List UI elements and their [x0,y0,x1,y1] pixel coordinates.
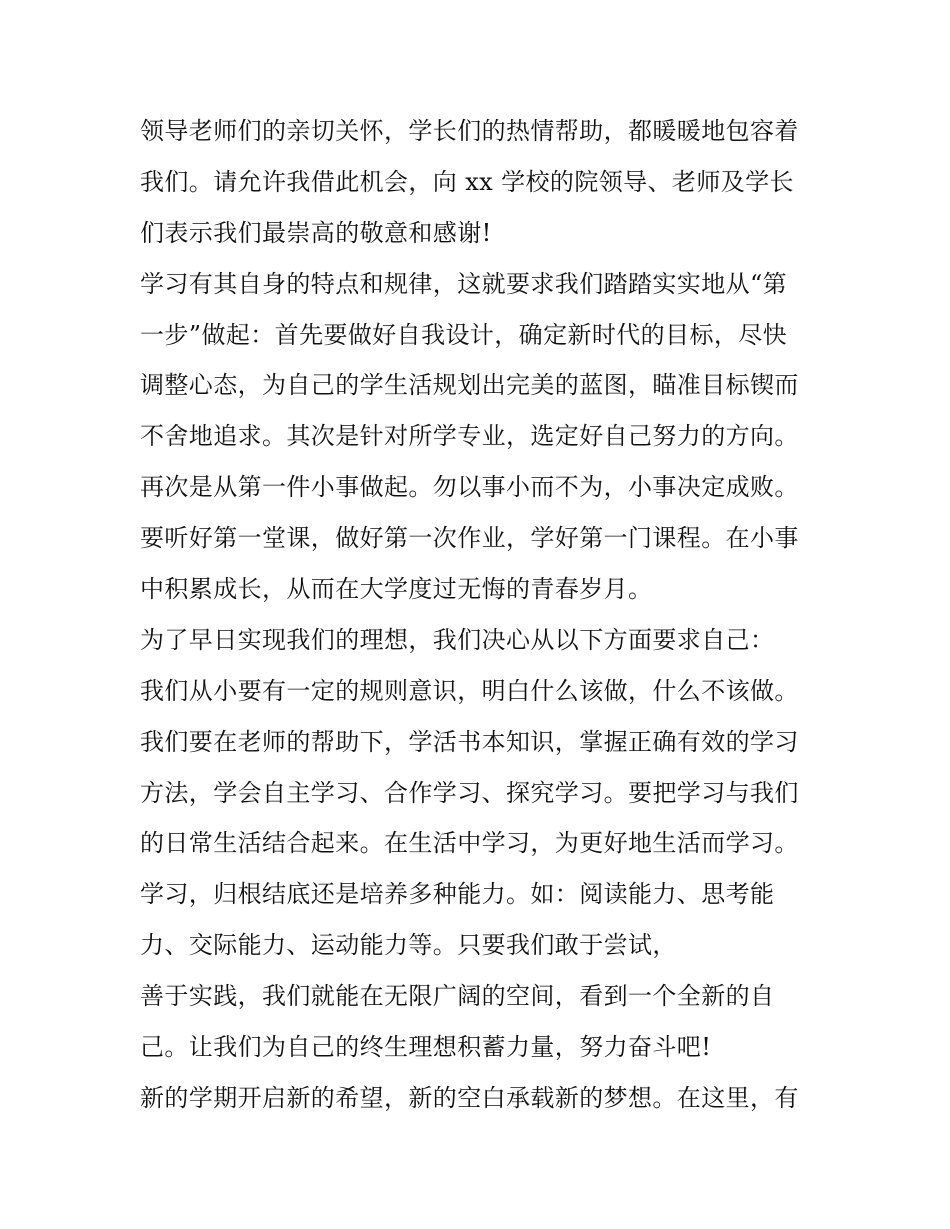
text-line: 的日常生活结合起来。在生活中学习，为更好地生活而学习。 [140,829,799,858]
text-line: 我们从小要有一定的规则意识，明白什么该做，什么不该做。 [140,676,799,705]
text-line: 我们要在老师的帮助下，学活书本知识，掌握正确有效的学习 [140,727,799,756]
text-line: 力、交际能力、运动能力等。只要我们敢于尝试， [140,931,677,960]
text-line: 善于实践，我们就能在无限广阔的空间，看到一个全新的自 [140,982,775,1011]
document-body [140,106,820,1124]
text-line: 学习，归根结底还是培养多种能力。如：阅读能力、思考能 [140,880,775,909]
text-line: 再次是从第一件小事做起。勿以事小而不为，小事决定成败。 [140,473,799,502]
text-line: 中积累成长，从而在大学度过无悔的青春岁月。 [140,575,653,604]
text-line: 学习有其自身的特点和规律，这就要求我们踏踏实实地从“第 [140,269,788,298]
text-line: 我们。请允许我借此机会，向 xx 学校的院领导、老师及学长 [140,167,794,196]
text-line: 为了早日实现我们的理想，我们决心从以下方面要求自己： [140,625,775,654]
text-line: 要听好第一堂课，做好第一次作业，学好第一门课程。在小事 [140,524,799,553]
text-line: 领导老师们的亲切关怀，学长们的热情帮助，都暖暖地包容着 [140,117,799,145]
text-line: 们表示我们最崇高的敬意和感谢! [140,218,492,247]
text-line: 己。让我们为自己的终生理想积蓄力量，努力奋斗吧! [140,1033,712,1062]
text-line: 一步”做起：首先要做好自我设计，确定新时代的目标，尽快 [140,320,788,349]
text-line: 新的学期开启新的希望，新的空白承载新的梦想。在这里，有 [140,1083,799,1112]
text-line: 调整心态，为自己的学生活规划出完美的蓝图，瞄准目标锲而 [140,371,799,400]
text-line: 不舍地追求。其次是针对所学专业，选定好自己努力的方向。 [140,422,799,451]
text-line: 方法，学会自主学习、合作学习、探究学习。要把学习与我们 [140,778,799,807]
